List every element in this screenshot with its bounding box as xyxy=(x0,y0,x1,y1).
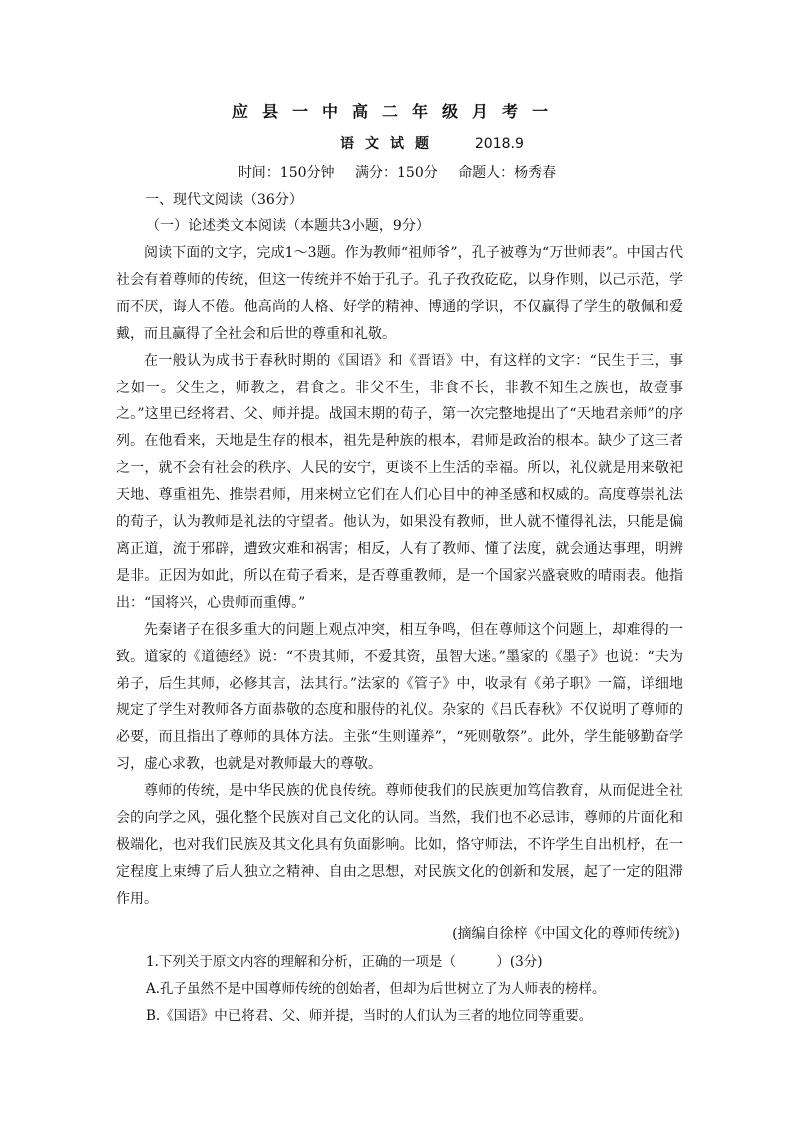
exam-subtitle xyxy=(340,134,524,154)
exam-date: 2018.9 xyxy=(474,136,524,152)
question-1-option-a: A.孔子虽然不是中国尊师传统的创始者，但却为后世树立了为人师表的榜样。 xyxy=(146,981,606,997)
passage-source: (摘编自徐梓《中国文化的尊师传统》) xyxy=(452,926,680,942)
time-limit: 时间：150分钟 xyxy=(237,165,335,181)
exam-author: 命题人：杨秀春 xyxy=(458,165,557,181)
passage-paragraph: 先秦诸子在很多重大的问题上观点冲突，相互争鸣，但在尊师这个问题上，却难得的一致。道家的《道德经》说：“不贵其师，不爱其资，虽智大迷。”墨家的《墨子》也说：“夫为弟子，后生其师，必修其言，法其行。”法家的《管子》中，收录有《弟子职》一篇，详细地规定了学生对教师各方面恭敬的态度和服侍的礼仪。杂家的《吕氏春秋》不仅说明了尊师的必要，而且指出了尊师的具体方法。主张“生则谨养”，“死则敬祭”。此外，学生能够勤奋学习，虚心求教，也就是对教师最大的尊敬。 xyxy=(116,621,683,773)
section-subheading: （一）论述类文本阅读（本题共3小题，9分） xyxy=(146,218,430,234)
full-score: 满分：150分 xyxy=(355,165,438,181)
section-heading: 一、现代文阅读（36分） xyxy=(145,192,303,208)
reading-passage xyxy=(116,240,683,913)
question-1-option-b: B.《国语》中已将君、父、师并提，当时的人们认为三者的地位同等重要。 xyxy=(146,1008,593,1024)
subject-label: 语文试题 xyxy=(340,136,440,152)
passage-paragraph: 阅读下面的文字，完成1～3题。作为教师“祖师爷”，孔子被尊为“万世师表”。中国古代社会有着尊师的传统，但这一传统并不始于孔子。孔子孜孜矻矻，以身作则，以己示范，学而不厌，诲人不倦。他高尚的人格、好学的精神、博通的学识，不仅赢得了学生的敬佩和爱戴，而且赢得了全社会和后世的尊重和礼敬。 xyxy=(116,245,683,342)
exam-info xyxy=(0,162,794,184)
exam-title: 应县一中高二年级月考一 xyxy=(231,102,562,121)
passage-paragraph: 尊师的传统，是中华民族的优良传统。尊师使我们的民族更加笃信教育，从而促进全社会的向学之风，强化整个民族对自己文化的认同。当然，我们也不必忌讳，尊师的片面化和极端化，也对我们民族及其文化具有负面影响。比如，恪守师法，不许学生自出机杼，在一定程度上束缚了后人独立之精神、自由之思想，对民族文化的创新和发展，起了一定的阻滞作用。 xyxy=(116,783,683,907)
passage-paragraph: 在一般认为成书于春秋时期的《国语》和《晋语》中，有这样的文字：“民生于三，事之如一。父生之，师教之，君食之。非父不生，非食不长，非教不知生之族也，故壹事之。”这里已经将君、父、师并提。战国末期的荀子，第一次完整地提出了“天地君亲师”的序列。在他看来，天地是生存的根本，祖先是种族的根本，君师是政治的根本。缺少了这三者之一，就不会有社会的秩序、人民的安宁，更谈不上生活的幸福。所以，礼仪就是用来敬祀天地、尊重祖先、推崇君师，用来树立它们在人们心目中的神圣感和权威的。高度尊崇礼法的荀子，认为教师是礼法的守望者。他认为，如果没有教师，世人就不懂得礼法，只能是偏离正道，流于邪辟，遭致灾难和祸害；相反，人有了教师、懂了法度，就会通达事理，明辨是非。正因为如此，所以在荀子看来，是否尊重教师，是一个国家兴盛衰败的晴雨表。他指出：“国将兴，心贵师而重傅。” xyxy=(116,352,683,611)
question-1-stem: 1.下列关于原文内容的理解和分析，正确的一项是（ ）(3分) xyxy=(146,954,543,970)
